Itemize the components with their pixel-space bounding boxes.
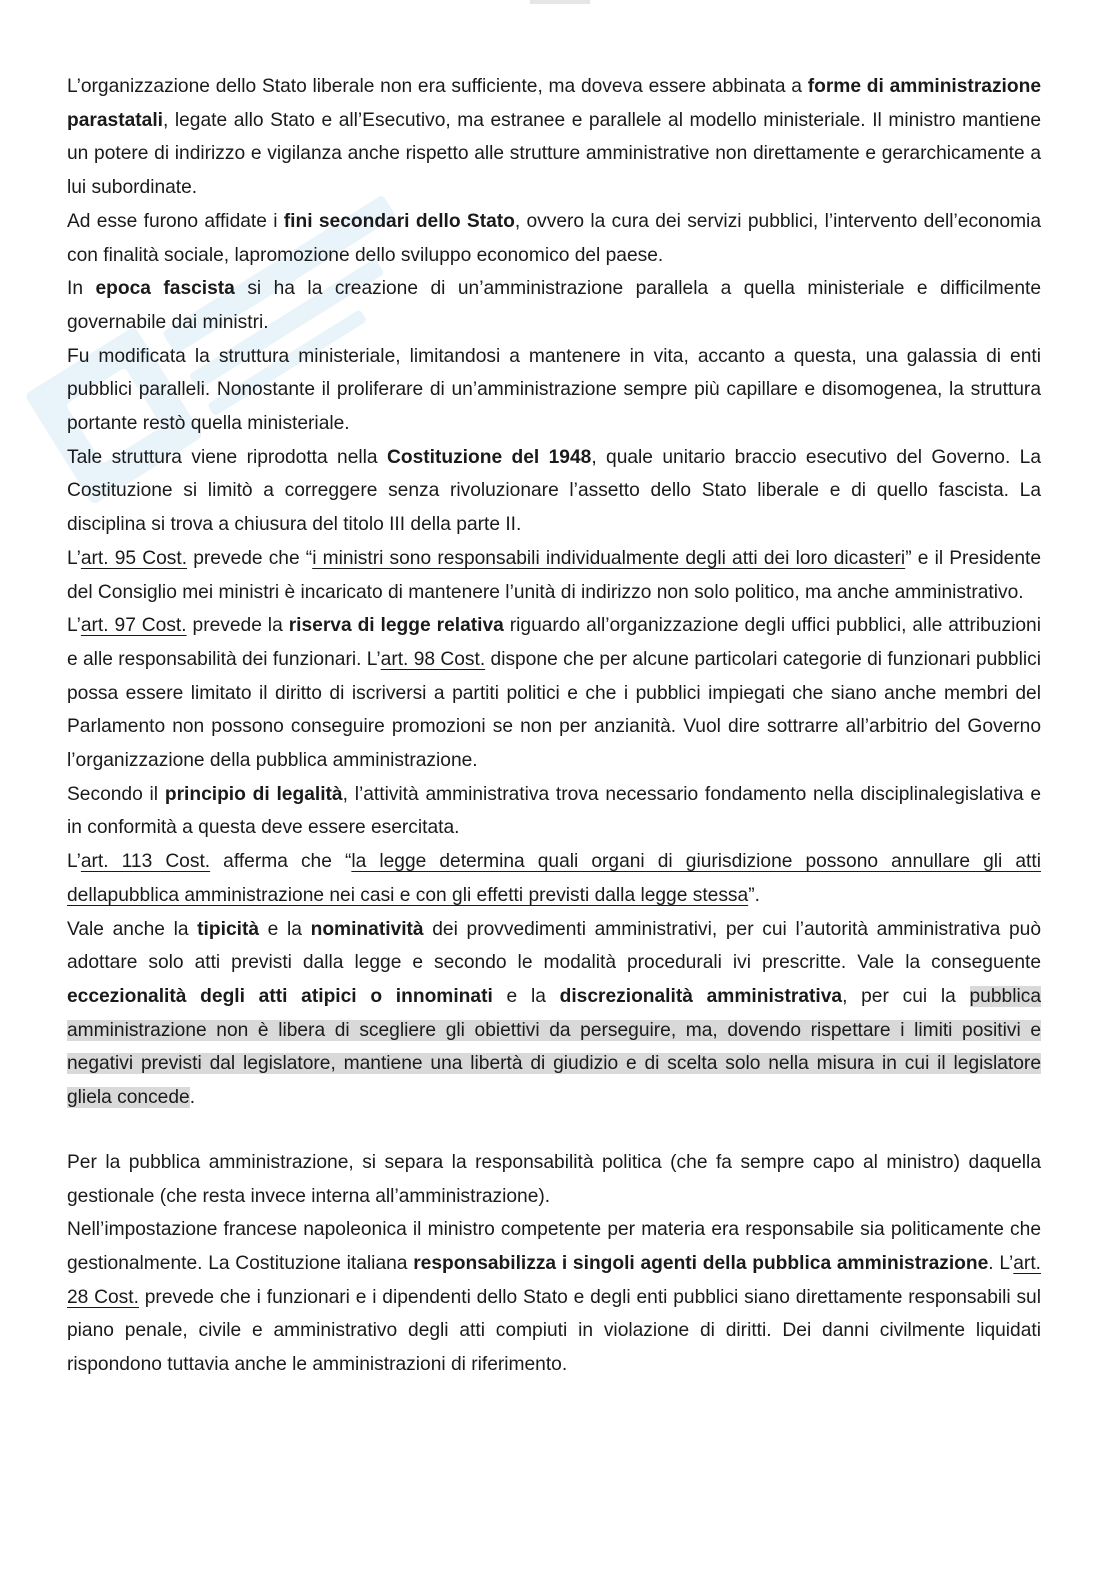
text-run: prevede che i funzionari e i dipendenti dello Stato e degli enti pubblici siano direttamente responsabili sul piano penale, civile e amministrativo degli atti compiuti in violazione di diritti. Dei danni civilmente liquidati rispondono tuttavia anche le amministrazioni di riferimento. — [67, 1286, 1041, 1376]
text-run: e la — [492, 985, 560, 1007]
text-run: L’organizzazione dello Stato liberale non era sufficiente, ma doveva essere abbinata a — [67, 76, 808, 97]
text-run: . — [189, 1087, 196, 1109]
text-run: riguardo all’organizzazione degli uffici pubblici, alle attribuzioni e alle responsabilità dei funzionari. L’ — [67, 615, 1041, 670]
text-run: prevede la — [186, 615, 289, 637]
bold-term: responsabilizza i singoli agenti della pubblica amministrazione — [413, 1252, 989, 1274]
text-run: Vale anche la — [67, 918, 198, 940]
paragraph-principio-legalita — [67, 778, 1041, 845]
underlined-quote: i ministri sono responsabili individualmente degli atti dei loro dicasteri — [312, 547, 906, 569]
paragraph-tipicita — [67, 913, 1041, 1115]
article-reference: art. 28 Cost. — [67, 1252, 1041, 1308]
bold-term: fini secondari dello Stato — [283, 210, 515, 232]
text-run: afferma che “ — [210, 851, 352, 873]
paragraph-art-97-98 — [67, 609, 1041, 778]
paragraph-parastatali — [67, 70, 1041, 205]
top-page-mark — [530, 0, 590, 4]
bold-term: tipicità — [197, 918, 260, 940]
text-run: Nell’impostazione francese napoleonica il ministro competente per materia era responsabile sia politicamente che gestionalmente. La Costituzione italiana — [67, 1219, 1041, 1274]
underlined-quote: la legge determina quali organi di giurisdizione possono annullare gli atti dellapubblica amministrazione nei casi e con gli effetti previsti dalla legge stessa — [67, 851, 1041, 906]
highlighted-text: pubblica amministrazione non è libera di scegliere gli obiettivi da perseguire, ma, dovendo rispettare i limiti positivi e negativi previsti dal legislatore, mantiene una libertà di giudizio e di scelta solo nella misura in cui il legislatore gliela concede — [67, 985, 1041, 1109]
text-run: , quale unitario braccio esecutivo del Governo. La Costituzione si limitò a correggere senza rivoluzionare l’assetto dello Stato liberale e di quello fascista. La disciplina si trova a chiusura del titolo III della parte II. — [67, 446, 1042, 536]
text-run: dei provvedimenti amministrativi, per cui l’autorità amministrativa può adottare solo atti previsti dalla legge e secondo le modalità procedurali ivi prescritte. Vale la conseguente — [67, 918, 1041, 974]
text-run: e la — [259, 918, 311, 940]
bold-term: principio di legalità — [164, 783, 343, 805]
bold-term: eccezionalità degli atti atipici o innominati — [67, 985, 493, 1007]
article-reference: art. 113 Cost. — [80, 851, 211, 873]
text-run: , legate allo Stato e all’Esecutivo, ma estranee e parallele al modello ministeriale. Il ministro mantiene un potere di indirizzo e vigilanza anche rispetto alle strutture amministrative non direttamente e gerarchicamente a lui subordinate. — [67, 109, 1041, 199]
article-reference: art. 97 Cost. — [80, 615, 187, 637]
text-run: In — [67, 278, 96, 300]
article-reference: art. 95 Cost. — [80, 547, 188, 569]
bold-term: epoca fascista — [95, 278, 235, 300]
text-run: L’ — [67, 851, 81, 873]
article-reference: art. 98 Cost. — [380, 648, 486, 670]
text-run: . L’ — [988, 1252, 1014, 1274]
paragraph-art-28 — [67, 1213, 1041, 1382]
text-run: ”. — [748, 884, 760, 906]
bold-term: discrezionalità amministrativa — [559, 985, 843, 1007]
text-run: L’ — [67, 615, 81, 637]
text-run: , per cui la — [842, 985, 970, 1007]
bold-term: forme di amministrazione parastatali — [67, 76, 1041, 131]
text-run: Fu modificata la struttura ministeriale, limitandosi a mantenere in vita, accanto a questa, una galassia di enti pubblici paralleli. Nonostante il proliferare di un’amministrazione sempre più capillare e disomogenea, la struttura portante restò quella ministeriale. — [67, 345, 1041, 435]
text-run: si ha la creazione di un’amministrazione parallela a quella ministeriale e difficilmente governabile dai ministri. — [67, 278, 1041, 333]
text-run: ” e il Presidente del Consiglio mei ministri è incaricato di mantenere l’unità di indirizzo non solo politico, ma anche amministrativo. — [67, 547, 1041, 603]
bold-term: Costituzione del 1948 — [387, 446, 592, 468]
text-run: , l’attività amministrativa trova necessario fondamento nella disciplinalegislativa e in conformità a questa deve essere esercitata. — [67, 783, 1042, 839]
text-run: L’ — [67, 547, 81, 569]
bold-term: riserva di legge relativa — [288, 615, 504, 637]
text-run: , ovvero la cura dei servizi pubblici, l’intervento dell’economia con finalità sociale, lapromozione dello sviluppo economico del paese. — [67, 210, 1041, 266]
text-run: Ad esse furono affidate i — [67, 210, 284, 232]
paragraph-epoca-fascista — [67, 272, 1041, 339]
paragraph-costituzione-1948 — [67, 441, 1041, 542]
paragraph-struttura-ministeriale — [67, 340, 1041, 441]
document-page — [67, 70, 1041, 1382]
paragraph-art-95 — [67, 542, 1041, 609]
text-run: dispone che per alcune particolari categorie di funzionari pubblici possa essere limitato il diritto di iscriversi a partiti politici e che i pubblici impiegati che siano anche membri del Parlamento non possono conseguire promozioni se non per anzianità. Vuol dire sottrarre all’arbitrio del Governo l’organizzazione della pubblica amministrazione. — [67, 648, 1041, 772]
text-run: Per la pubblica amministrazione, si separa la responsabilità politica (che fa sempre capo al ministro) daquella gestionale (che resta invece interna all’amministrazione). — [67, 1151, 1041, 1207]
paragraph-art-113 — [67, 845, 1041, 912]
text-run: Tale struttura viene riprodotta nella — [67, 446, 387, 468]
bold-term: nominatività — [310, 918, 424, 940]
paragraph-fini-secondari — [67, 205, 1041, 272]
text-run: prevede che “ — [187, 547, 313, 569]
text-run: Secondo il — [67, 783, 165, 805]
paragraph-responsabilita-politica — [67, 1146, 1041, 1213]
